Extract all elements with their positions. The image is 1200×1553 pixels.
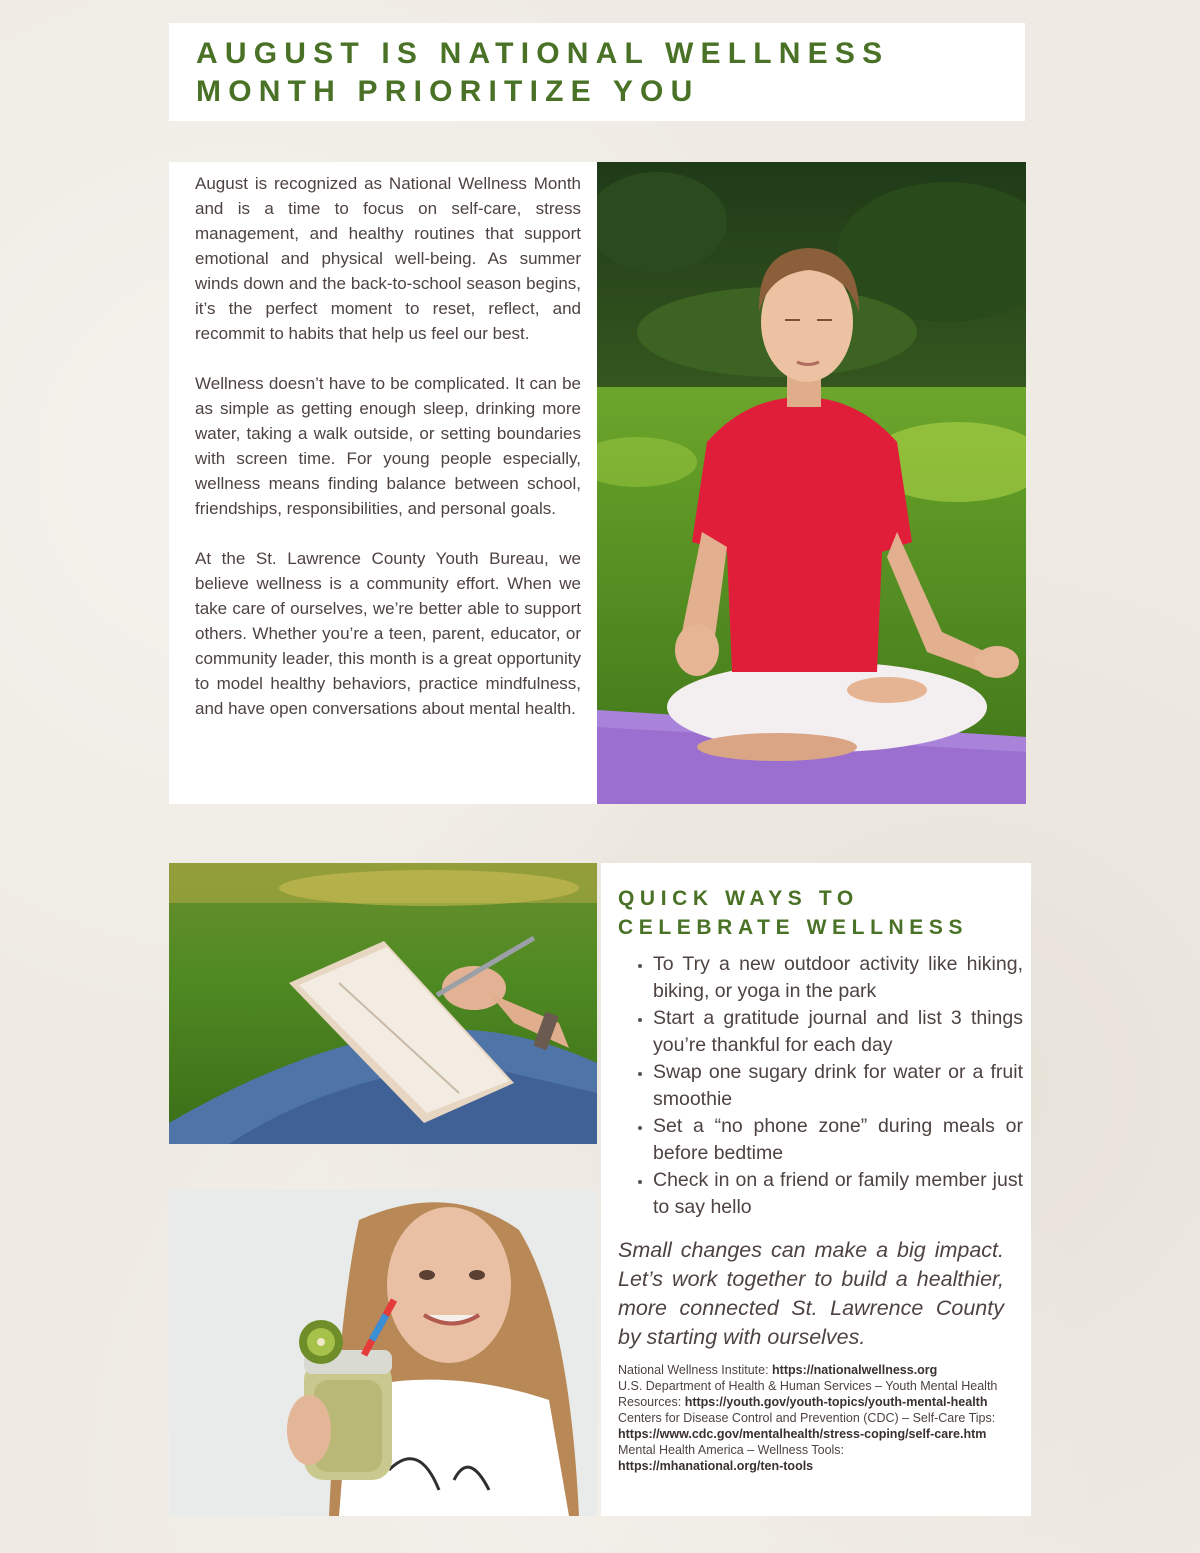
- intro-paragraph-2: Wellness doesn’t have to be complicated. It can be as simple as getting enough sleep, drinking more water, taking a walk outside, or setting boundaries with screen time. For young people especially, wellness means finding balance between school, friendships, responsibilities, and personal goals.: [195, 374, 581, 518]
- intro-panel: [169, 162, 597, 804]
- tip-item: • Swap one sugary drink for water or a fruit smoothie: [653, 1059, 1023, 1113]
- page-title: AUGUST IS NATIONAL WELLNESS MONTH PRIORITIZE YOU: [196, 37, 890, 108]
- resource-item: [618, 1378, 1010, 1410]
- resource-link[interactable]: https://mhanational.org/ten-tools: [618, 1459, 814, 1473]
- tip-item: • To Try a new outdoor activity like hiking, biking, or yoga in the park: [653, 951, 1023, 1005]
- resource-item: [618, 1410, 1010, 1442]
- resource-label: Centers for Disease Control and Prevention (CDC) – Self-Care Tips:: [618, 1411, 996, 1425]
- resource-link[interactable]: https://nationalwellness.org: [772, 1363, 938, 1377]
- tips-heading: QUICK WAYS TO CELEBRATE WELLNESS: [618, 887, 969, 939]
- resource-label: National Wellness Institute:: [618, 1363, 773, 1377]
- tip-item: • Start a gratitude journal and list 3 things you’re thankful for each day: [653, 1005, 1023, 1059]
- resource-label: U.S. Department of Health & Human Services – Youth Mental Health Resources:: [618, 1379, 998, 1409]
- smoothie-photo: [169, 1190, 597, 1516]
- resource-item: [618, 1362, 1010, 1378]
- closing-statement: Small changes can make a big impact. Let’s work together to build a healthier, more connected St. Lawrence County by starting with ourselves.: [618, 1238, 1004, 1349]
- tips-list: [635, 951, 1023, 1221]
- intro-paragraph-1: August is recognized as National Wellness Month and is a time to focus on self-care, stress management, and healthy routines that support emotional and physical well-being. As summer winds down and the back-to-school season begins, it’s the perfect moment to reset, reflect, and recommit to habits that help us feel our best.: [195, 174, 581, 343]
- tip-item: • Set a “no phone zone” during meals or before bedtime: [653, 1113, 1023, 1167]
- meditation-photo: [597, 162, 1026, 804]
- journal-photo: [169, 863, 597, 1144]
- title-banner: [169, 23, 1025, 121]
- tip-item: • Check in on a friend or family member just to say hello: [653, 1167, 1023, 1221]
- meditation-illustration: [597, 162, 1026, 804]
- resource-item: [618, 1442, 1010, 1474]
- journal-illustration: [169, 863, 597, 1144]
- resource-link[interactable]: https://www.cdc.gov/mentalhealth/stress-coping/self-care.htm: [618, 1427, 987, 1441]
- resource-label: Mental Health America – Wellness Tools:: [618, 1443, 845, 1457]
- intro-paragraph-3: At the St. Lawrence County Youth Bureau, we believe wellness is a community effort. When we take care of ourselves, we’re better able to support others. Whether you’re a teen, parent, educator, or community leader, this month is a great opportunity to model healthy behaviors, practice mindfulness, and have open conversations about mental health.: [195, 549, 581, 718]
- resource-link[interactable]: https://youth.gov/youth-topics/youth-mental-health: [684, 1395, 988, 1409]
- resources-list: [618, 1362, 1010, 1474]
- tips-panel: [601, 863, 1031, 1516]
- intro-text: [195, 171, 581, 746]
- smoothie-illustration: [169, 1190, 597, 1516]
